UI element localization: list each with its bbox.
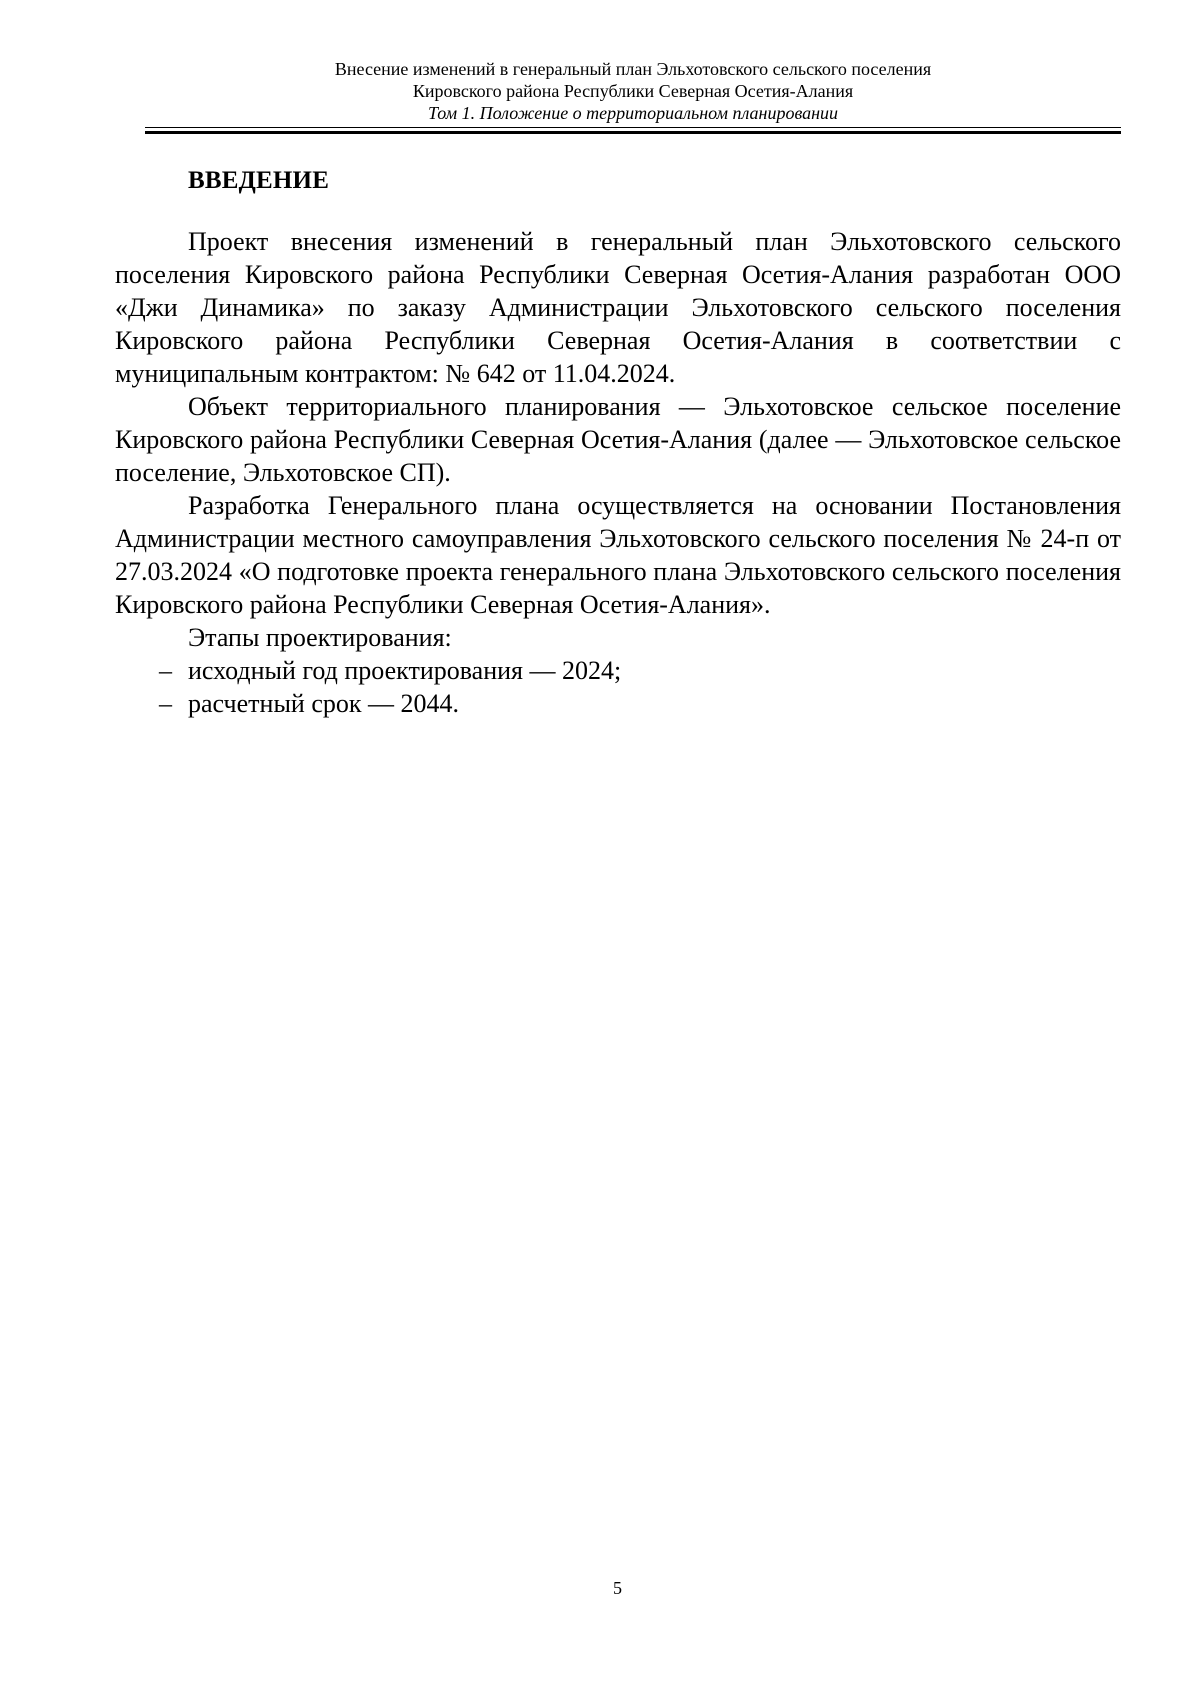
header-document-title: Внесение изменений в генеральный план Эльхотовского сельского поселения [334,59,932,79]
list-item-text: расчетный срок — 2044. [188,689,460,718]
page-number: 5 [613,1578,622,1598]
header-volume: Том 1. Положение о территориальном планировании [427,103,839,123]
header-rule-thin [145,127,1121,128]
paragraph-project-developer: Проект внесения изменений в генеральный план Эльхотовского сельского поселения Кировского района Республики Северная Осетия-Алания разработан ООО «Джи Динамика» по заказу Администрации Эльхотовского сельского поселения Кировского района Республики Северная Осетия-Алания в соответствии с муниципальным контрактом: № 642 от 11.04.2024. [115,227,1121,388]
section-title: ВВЕДЕНИЕ [188,167,330,194]
running-header [145,58,1121,124]
header-region: Кировского района Республики Северная Осетия-Алания [412,81,854,101]
body-text [115,225,1121,720]
stages-list [115,654,1121,720]
paragraph-planning-object: Объект территориального планирования — Эльхотовское сельское поселение Кировского района Республики Северная Осетия-Алания (далее — Эльхотовское сельское поселение, Эльхотовское СП). [115,392,1121,487]
list-item [115,687,1121,720]
list-item [115,654,1121,687]
list-item-text: исходный год проектирования — 2024; [188,656,622,685]
list-dash: – [159,656,172,685]
paragraph-legal-basis: Разработка Генерального плана осуществляется на основании Постановления Администрации местного самоуправления Эльхотовского сельского поселения № 24-п от 27.03.2024 «О подготовке проекта генерального плана Эльхотовского сельского поселения Кировского района Республики Северная Осетия-Алания». [115,491,1121,619]
stages-intro: Этапы проектирования: [188,623,452,652]
list-dash: – [159,689,172,718]
header-rule-thick [145,131,1121,134]
